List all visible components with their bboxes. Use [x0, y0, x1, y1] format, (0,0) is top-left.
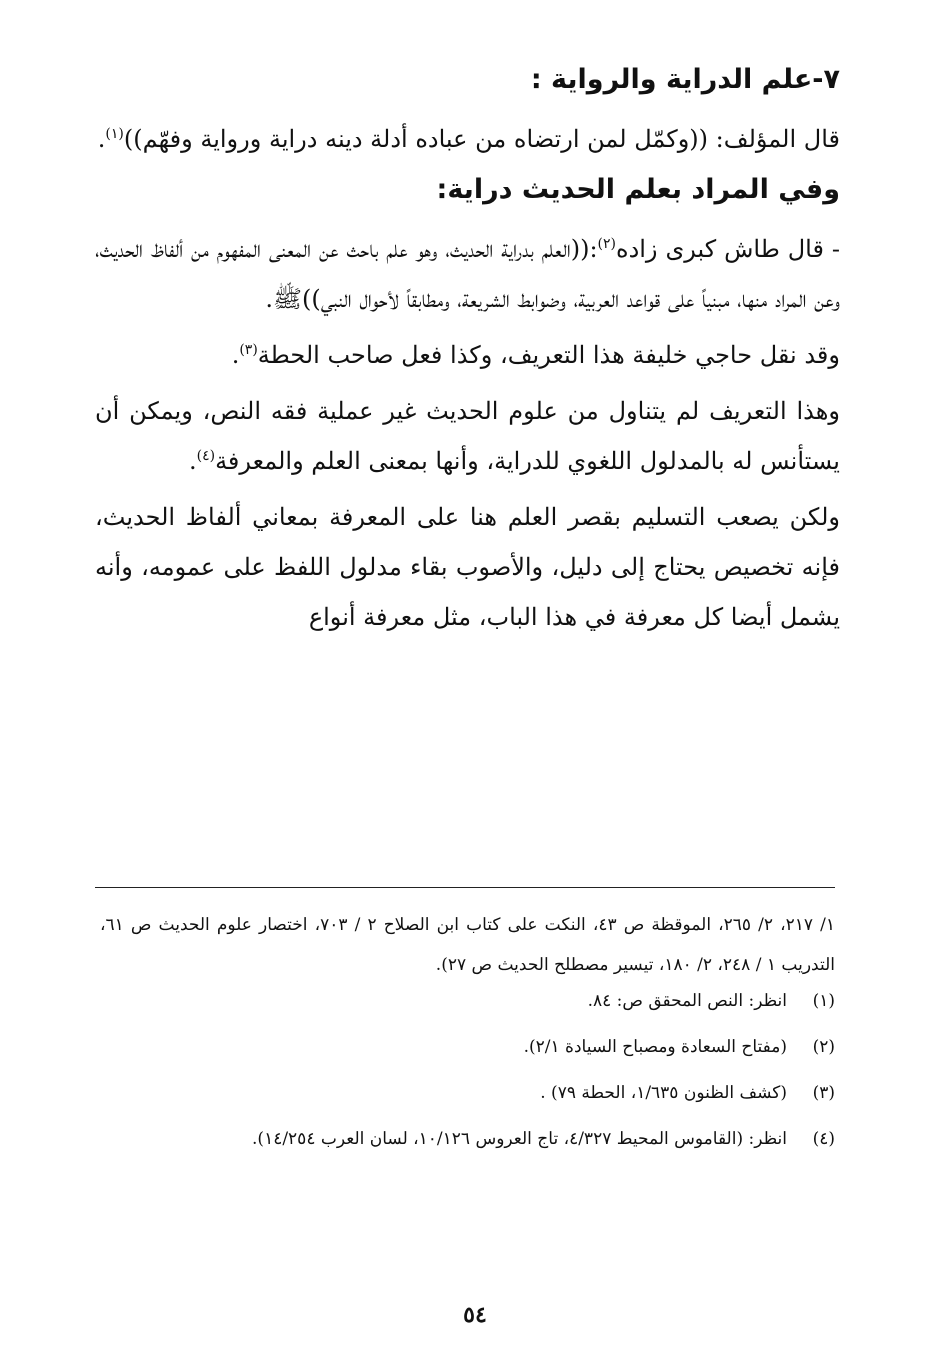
footnote-ref-3: (٣)	[239, 342, 258, 358]
paragraph-end: .	[188, 447, 197, 475]
paragraph-text: قال المؤلف: ((وكمّل لمن ارتضاه من عباده أدلة دينه دراية ورواية وفهّم))	[123, 125, 840, 153]
paragraph-conclusion: ولكن يصعب التسليم بقصر العلم هنا على المعرفة بمعاني ألفاظ الحديث، فإنه تخصيص يحتاج إلى دليل، والأصوب بقاء مدلول اللفظ على عمومه، وأنه يشمل أيضا كل معرفة في هذا الباب، مثل معرفة أنواع	[95, 503, 840, 631]
paragraph-text: وهذا التعريف لم يتناول من علوم الحديث غير عملية فقه النص، ويمكن أن يستأنس له بالمدلول اللغوي للدراية، وأنها بمعنى العلم والمعرفة	[95, 397, 840, 475]
footnote-number: (١)	[812, 991, 835, 1011]
subsection-heading: وفي المراد بعلم الحديث دراية:	[436, 174, 840, 205]
section-heading: ٧-علم الدراية والرواية :	[530, 64, 840, 95]
footnote-ref-2: (٢)	[597, 236, 616, 252]
footnote-item	[100, 1127, 835, 1152]
paragraph-text-start: - قال طاش كبرى زاده	[616, 235, 840, 263]
footnote-number: (٢)	[812, 1037, 835, 1057]
paragraph-transmission	[95, 330, 840, 380]
footnote-number: (٣)	[812, 1083, 835, 1103]
paragraph-author-quote	[95, 114, 840, 164]
paragraph-text: :((العلم بدراية الحديث، وهو علم باحث عن المعنى المفهوم من ألفاظ الحديث، وعن المراد منها، مبنياً على قواعد العربية، وضوابط الشريعة، ومطابقاً لأحوال النبي))ﷺ.	[95, 235, 840, 313]
footnote-item	[100, 1035, 835, 1060]
main-text	[95, 60, 840, 648]
footnotes-section	[100, 905, 835, 1173]
footnote-text: انظر: (القاموس المحيط ٤/٣٢٧، تاج العروس ١٠/١٢٦، لسان العرب ١٤/٢٥٤).	[252, 1129, 787, 1149]
paragraph-text: وقد نقل حاجي خليفة هذا التعريف، وكذا فعل صاحب الحطة	[257, 341, 840, 369]
paragraph-critique	[95, 386, 840, 486]
footnote-continuation: ١/ ٢١٧، ٢/ ٢٦٥، الموقظة ص ٤٣، النكت على كتاب ابن الصلاح ٢ / ٧٠٣، اختصار علوم الحديث ص ٦١، التدريب ١ / ٢٤٨، ٢/ ١٨٠، تيسير مصطلح الحديث ص ٢٧).	[100, 915, 836, 975]
paragraph-definition	[95, 224, 840, 324]
paragraph-end: .	[231, 341, 240, 369]
footnote-text: (كشف الظنون ١/٦٣٥، الحطة ٧٩) .	[540, 1083, 787, 1103]
footnote-item	[100, 1081, 835, 1106]
footnote-text: انظر: النص المحقق ص: ٨٤.	[587, 991, 787, 1011]
footnote-text: (مفتاح السعادة ومصباح السيادة ٢/١).	[523, 1037, 787, 1057]
page-number: ٥٤	[463, 1302, 487, 1328]
footnote-ref-4: (٤)	[196, 448, 216, 464]
footnote-item	[100, 989, 835, 1014]
footnote-number: (٤)	[812, 1129, 835, 1149]
footnote-ref-1: (١)	[105, 126, 124, 142]
paragraph-end: .	[97, 125, 106, 153]
footnote-divider	[95, 887, 835, 888]
